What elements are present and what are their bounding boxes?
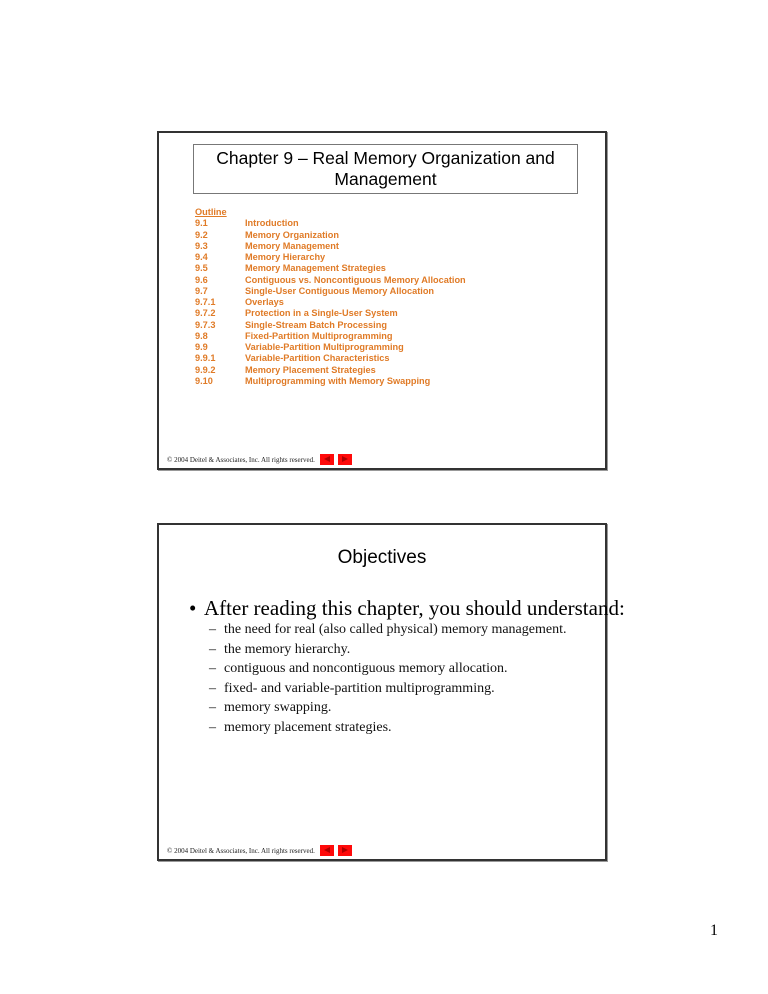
slide-title: Chapter 9 – Real Memory Organization and Management (216, 148, 555, 189)
section-label: Multiprogramming with Memory Swapping (245, 375, 431, 386)
slide-nav (320, 845, 352, 856)
section-label: Memory Management (245, 240, 339, 251)
slide-objectives (157, 523, 625, 861)
section-label: Single-Stream Batch Processing (245, 319, 387, 330)
list-item-text: contiguous and noncontiguous memory allocation. (224, 661, 508, 677)
outline-item (195, 230, 466, 241)
section-label: Memory Hierarchy (245, 252, 326, 262)
outline-item (195, 308, 466, 319)
section-label: Protection in a Single-User System (245, 308, 398, 319)
section-label: Variable-Partition Multiprogramming (245, 342, 404, 352)
list-item (209, 718, 566, 738)
outline-item (195, 241, 466, 252)
section-number: 9.7.3 (195, 319, 216, 330)
next-slide-button[interactable] (338, 454, 352, 465)
section-label: Overlays (245, 297, 284, 307)
dash-icon: – (209, 700, 216, 716)
copyright-text: © 2004 Deitel & Associates, Inc. All rights reserved. (167, 846, 315, 855)
list-item (209, 659, 566, 679)
dash-icon: – (209, 661, 216, 677)
section-number: 9.4 (195, 252, 208, 262)
section-number: 9.9.1 (195, 353, 216, 364)
section-number: 9.7 (195, 285, 208, 296)
section-number: 9.5 (195, 263, 208, 274)
section-number: 9.7.2 (195, 308, 216, 319)
slide-nav (320, 454, 352, 465)
list-item (209, 698, 566, 718)
dash-icon: – (209, 622, 216, 637)
section-number: 9.8 (195, 330, 208, 341)
list-item (209, 679, 566, 699)
dash-icon: – (209, 641, 216, 657)
list-item (209, 640, 566, 660)
previous-slide-button[interactable] (320, 454, 334, 465)
bullet-text: After reading this chapter, you should understand: (204, 596, 625, 620)
outline-item (195, 376, 466, 387)
outline-item (195, 353, 466, 364)
section-number: 9.2 (195, 229, 208, 240)
slide-footer (167, 454, 352, 465)
outline-item (195, 297, 466, 308)
section-number: 9.6 (195, 274, 208, 285)
list-item-text: memory placement strategies. (224, 719, 392, 735)
slide-title: Objectives (337, 547, 427, 568)
section-number: 9.7.1 (195, 297, 216, 307)
outline-item (195, 365, 466, 376)
outline-item (195, 320, 466, 331)
list-item-text: memory swapping. (224, 700, 332, 716)
section-number: 9.3 (195, 240, 208, 251)
outline-item (195, 263, 466, 274)
section-label: Contiguous vs. Noncontiguous Memory Allocation (245, 274, 466, 285)
outline-item (195, 252, 466, 263)
outline-item (195, 218, 466, 229)
outline-header: Outline (195, 207, 227, 217)
dash-icon: – (209, 719, 216, 735)
slide-chapter-outline (157, 131, 607, 470)
slide-footer (167, 845, 352, 856)
list-item-text: fixed- and variable-partition multiprogramming. (224, 680, 495, 696)
main-bullet (189, 596, 625, 621)
section-number: 9.1 (195, 218, 208, 229)
section-label: Memory Placement Strategies (245, 364, 376, 375)
section-label: Introduction (245, 218, 299, 229)
outline-item (195, 331, 466, 342)
section-label: Memory Organization (245, 229, 339, 240)
objectives-list (209, 620, 566, 738)
section-label: Fixed-Partition Multiprogramming (245, 330, 393, 341)
section-number: 9.9.2 (195, 364, 216, 375)
outline-item (195, 286, 466, 297)
section-label: Variable-Partition Characteristics (245, 353, 390, 364)
list-item-text: the memory hierarchy. (224, 641, 351, 657)
list-item (209, 620, 566, 640)
page-number: 1 (710, 922, 718, 939)
section-number: 9.9 (195, 342, 208, 352)
next-slide-button[interactable] (338, 845, 352, 856)
section-label: Memory Management Strategies (245, 263, 386, 274)
outline-item (195, 342, 466, 353)
outline-item (195, 275, 466, 286)
section-label: Single-User Contiguous Memory Allocation (245, 285, 435, 296)
previous-slide-button[interactable] (320, 845, 334, 856)
dash-icon: – (209, 680, 216, 696)
outline-list (195, 207, 466, 387)
list-item-text: the need for real (also called physical) memory management. (224, 622, 567, 637)
slide-title-box (193, 144, 578, 194)
copyright-text: © 2004 Deitel & Associates, Inc. All rights reserved. (167, 455, 315, 464)
bullet-icon: • (189, 596, 197, 620)
section-number: 9.10 (195, 375, 213, 386)
